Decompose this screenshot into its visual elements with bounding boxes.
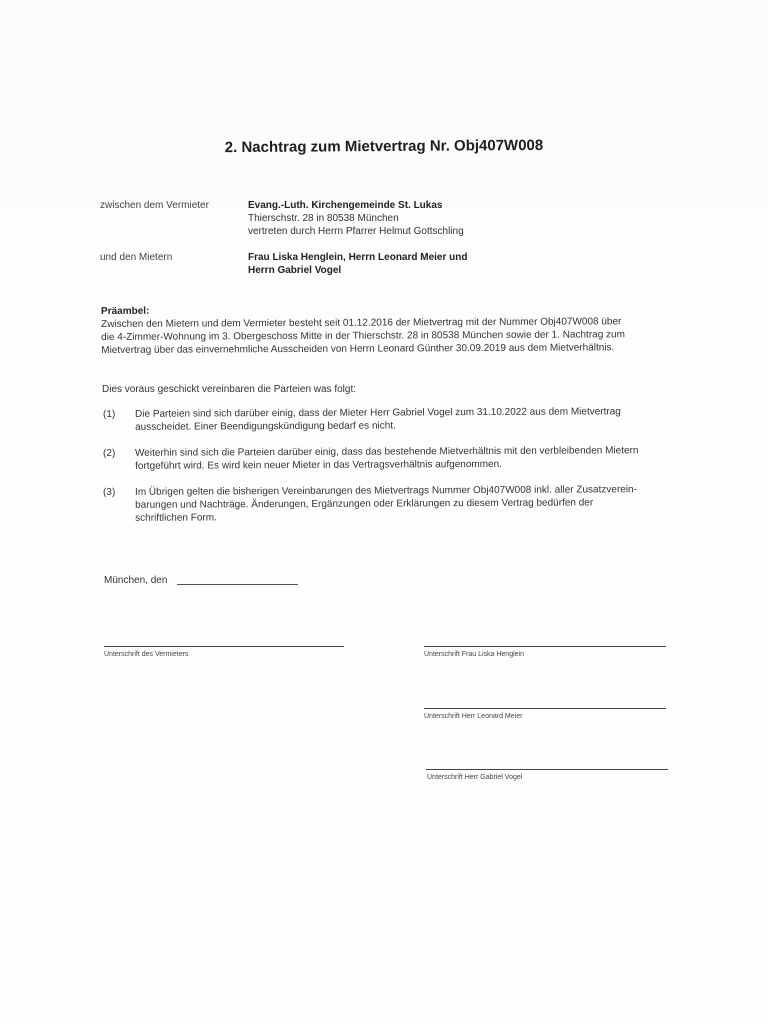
clause-2 <box>103 444 663 473</box>
clause-line: Im Übrigen gelten die bisherigen Vereinbarungen des Mietvertrags Nummer Obj407W008 inkl. aller Zusatzverein- <box>135 484 637 498</box>
tenant1-signature-label: Unterschrift Frau Liska Henglein <box>424 651 524 658</box>
clause-number: (2) <box>103 447 116 459</box>
preamble-line-3: Mietvertrag über das einvernehmliche Ausscheiden von Herrn Leonard Günther 30.09.2019 aus dem Mietverhältnis. <box>101 342 615 356</box>
preamble-line-2: die 4-Zimmer-Wohnung im 3. Obergeschoss Mitte in der Thierschstr. 28 in 80538 München sowie der 1. Nachtrag zum <box>101 329 625 343</box>
clause-line: fortgeführt wird. Es wird kein neuer Mieter in das Vertragsverhältnis aufgenommen. <box>135 458 502 472</box>
intro-text: Dies voraus geschickt vereinbaren die Parteien was folgt: <box>102 384 357 395</box>
preamble-heading: Präambel: <box>101 305 150 317</box>
landlord-details <box>248 199 464 238</box>
landlord-label: zwischen dem Vermieter <box>100 200 209 211</box>
landlord-signature-label: Unterschrift des Vermieters <box>104 651 189 658</box>
tenant3-signature-label: Unterschrift Herr Gabriel Vogel <box>427 774 523 781</box>
clause-number: (3) <box>103 486 116 498</box>
tenants-label: und den Mietern <box>100 252 173 263</box>
clause-line: Die Parteien sind sich darüber einig, dass der Mieter Herr Gabriel Vogel zum 31.10.2022 aus dem Mietvertrag <box>135 406 621 420</box>
tenants-line-2: Herrn Gabriel Vogel <box>248 265 342 276</box>
landlord-name: Evang.-Luth. Kirchengemeinde St. Lukas <box>248 200 443 211</box>
tenant1-signature-line[interactable] <box>424 646 666 647</box>
landlord-representative: vertreten durch Herrn Pfarrer Helmut Gottschling <box>248 226 464 237</box>
document-title: 2. Nachtrag zum Mietvertrag Nr. Obj407W008 <box>224 136 544 157</box>
tenants-details <box>248 251 468 277</box>
tenants-line-1: Frau Liska Henglein, Herrn Leonard Meier und <box>248 252 468 263</box>
clause-line: schriftlichen Form. <box>135 512 217 524</box>
clause-line: barungen und Nachträge. Änderungen, Ergänzungen oder Erklärungen zu diesem Vertrag bedürfen der <box>135 497 594 511</box>
place-date-label: München, den <box>104 575 168 586</box>
tenant2-signature-label: Unterschrift Herr Leonard Meier <box>424 713 523 720</box>
preamble-line-1: Zwischen den Mietern und dem Vermieter besteht seit 01.12.2016 der Mietvertrag mit der Nummer Obj407W008 über <box>101 316 622 330</box>
clause-3 <box>103 483 663 525</box>
landlord-address: Thierschstr. 28 in 80538 München <box>248 213 399 224</box>
clause-1 <box>103 405 663 434</box>
preamble <box>101 302 661 357</box>
date-field-line[interactable] <box>177 584 298 585</box>
clause-line: Weiterhin sind sich die Parteien darüber einig, dass das bestehende Mietverhältnis mit den verbleibenden Mietern <box>135 445 639 459</box>
landlord-signature-line[interactable] <box>104 646 344 647</box>
tenant2-signature-line[interactable] <box>424 708 666 709</box>
tenant3-signature-line[interactable] <box>426 769 668 770</box>
clause-number: (1) <box>103 408 116 420</box>
clause-line: ausscheidet. Einer Beendigungskündigung bedarf es nicht. <box>135 420 396 433</box>
